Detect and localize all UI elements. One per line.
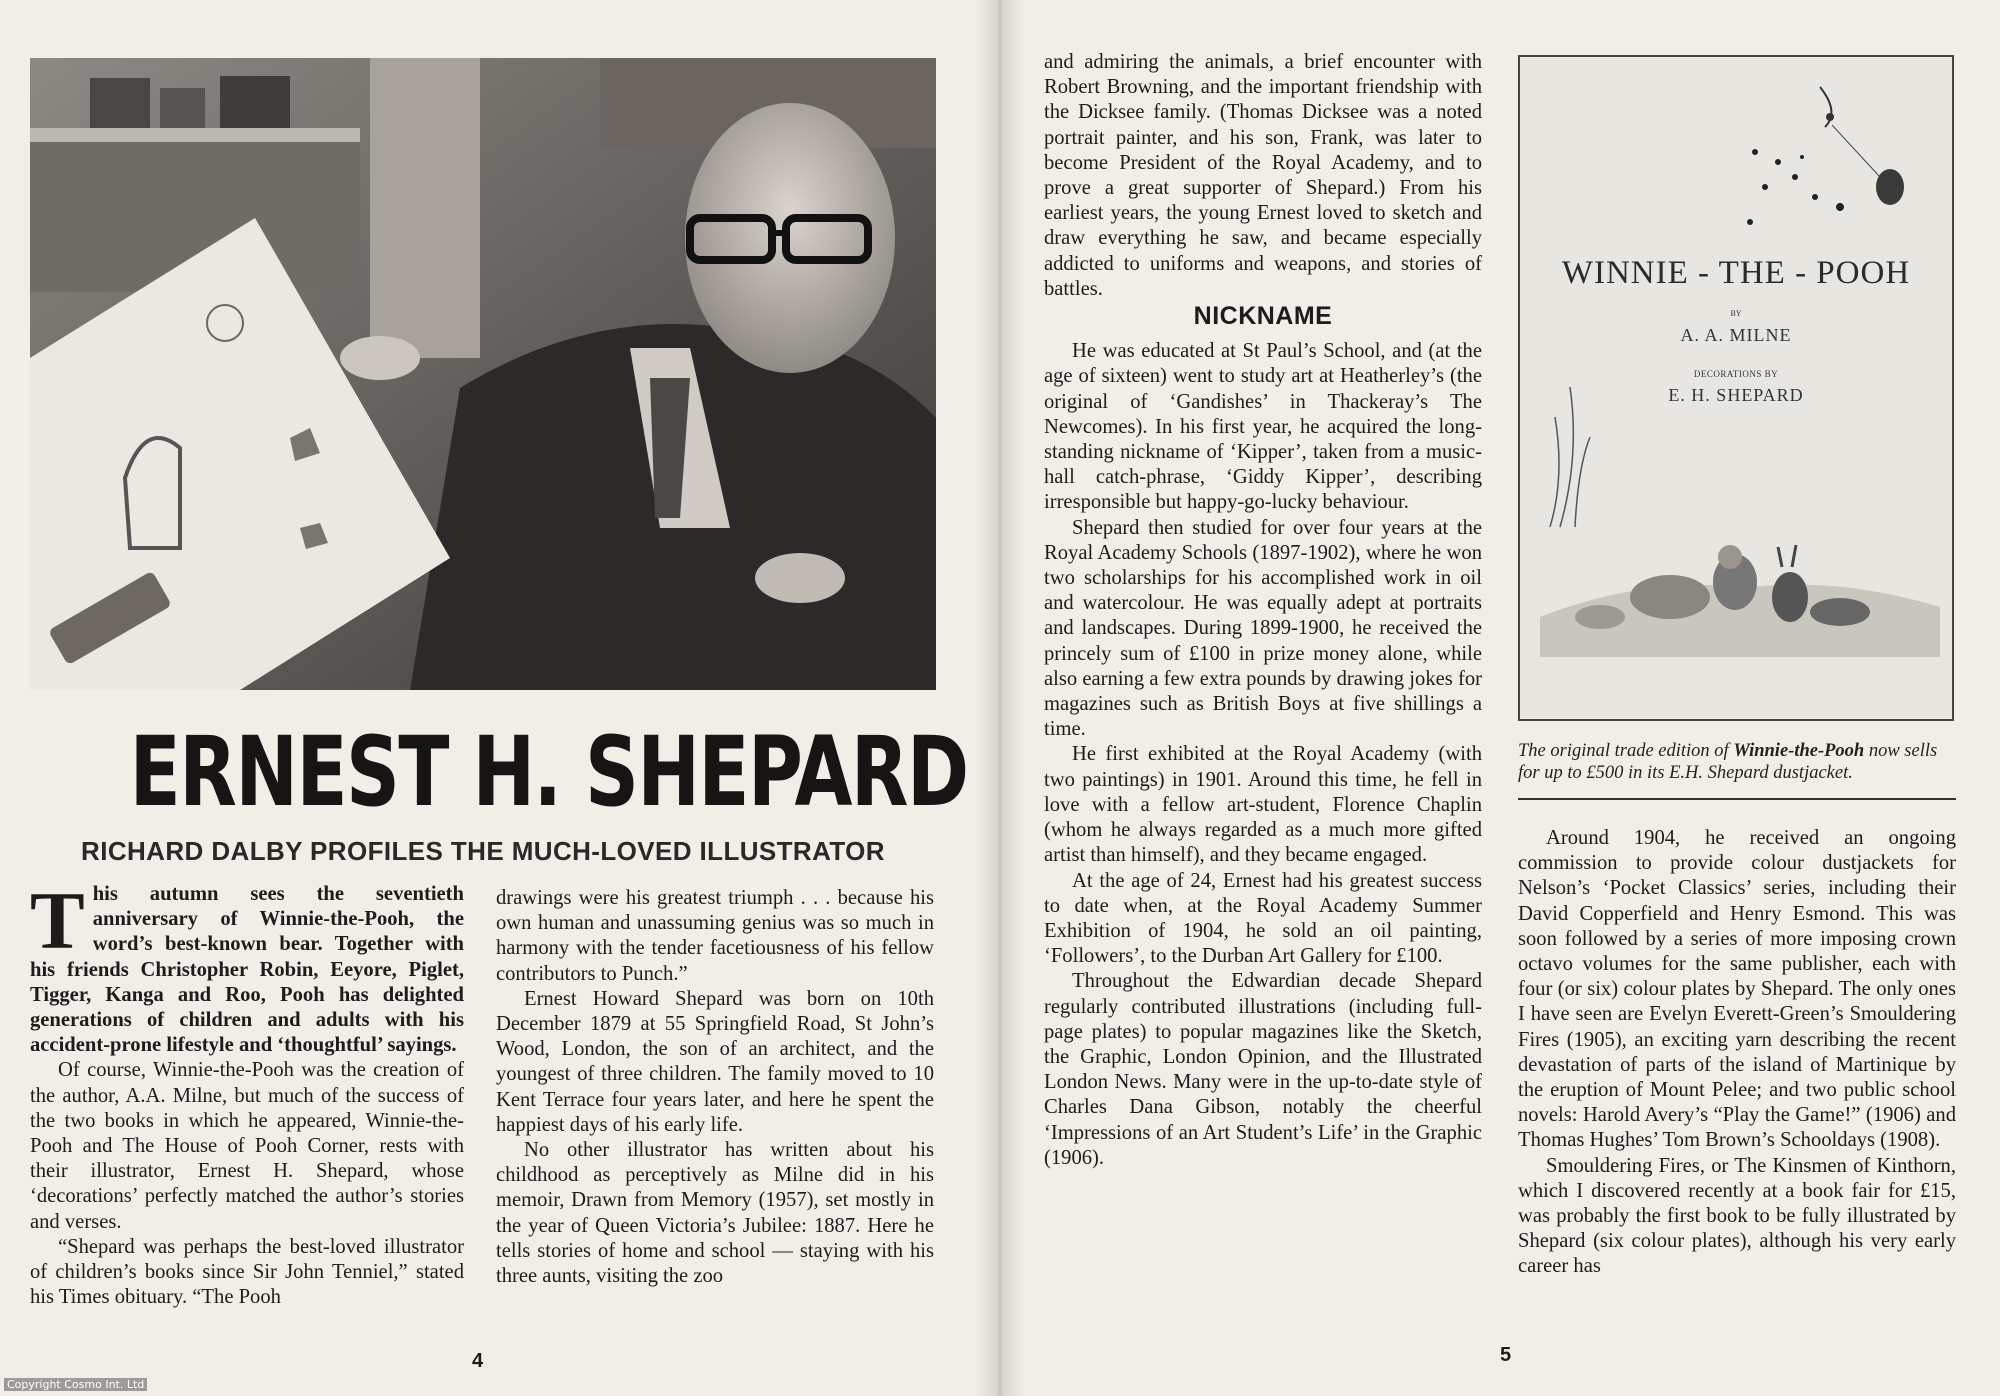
paragraph: Throughout the Edwardian decade Shepard regularly contributed illustrations (including full-page plates) to popular magazines like the Sketch, the Graphic, London Opinion, and the Illustrated London News. Many were in the up-to-date style of Charles Dana Gibson, notably the cheerful ‘Impressions of an Art Student’s Life’ in the Graphic (1906).: [1044, 970, 1482, 1169]
paragraph: Around 1904, he received an ongoing commission to provide colour dustjackets for Nelson’s ‘Pocket Classics’ series, including their David Copperfield and Henry Esmond. This was soon followed by a series of more imposing crown octavo volumes for the same publisher, each with four (or six) colour plates by Shepard. The only ones I have seen are Evelyn Everett-Green’s Smouldering Fires (1905), an exciting yarn describing the recent devastation of parts of the island of Martinique by the eruption of Mount Pelee; and two public school novels: Harold Avery’s “Play the Game!” (1906) and Thomas Hughes’ Tom Brown’s Schooldays (1908).: [1518, 827, 1956, 1152]
caption-rule: [1518, 798, 1956, 800]
book-cover-image: [1518, 55, 1954, 721]
paragraph: Of course, Winnie-the-Pooh was the creation of the author, A.A. Milne, but much of the success of the two books in which he appeared, Winnie-the-Pooh and The House of Pooh Corner, rests with their illustrator, Ernest H. Shepard, whose ‘decorations’ perfectly matched the author’s stories and verses.: [30, 1059, 464, 1233]
paragraph: Ernest Howard Shepard was born on 10th December 1879 at 55 Springfield Road, St John’s Wood, London, the son of an architect, and the youngest of three children. The family moved to 10 Kent Terrace four years later, and here he spent the happiest days of his early life.: [496, 987, 934, 1136]
caption-book-title: Winnie-the-Pooh: [1733, 741, 1865, 761]
article-strapline: RICHARD DALBY PROFILES THE MUCH-LOVED ILLUSTRATOR: [81, 836, 885, 866]
left-column-1: [30, 882, 464, 1362]
paragraph: “Shepard was perhaps the best-loved illustrator of children’s books since Sir John Tenniel,” stated his Times obituary. “The Pooh: [30, 1235, 464, 1309]
paragraph: drawings were his greatest triumph . . . because his own human and unassuming genius was so much in harmony with the tender facetiousness of his fellow contributors to Punch.”: [496, 887, 934, 985]
copyright-watermark: Copyright Cosmo Int. Ltd: [4, 1378, 147, 1391]
drop-cap: T: [30, 882, 85, 966]
portrait-photo: [30, 58, 936, 690]
paragraph: and admiring the animals, a brief encounter with Robert Browning, and the important friendship with the Dicksee family. (Thomas Dicksee was a noted portrait painter, and his son, Frank, was later to become President of the Royal Academy, and to prove a great supporter of Shepard.) From his earliest years, the young Ernest loved to sketch and draw everything he saw, and became especially addicted to uniforms and weapons, and stories of battles.: [1044, 51, 1482, 300]
right-column-1: [1044, 50, 1482, 1340]
page-number-left: 4: [472, 1350, 484, 1372]
cover-author: A. A. MILNE: [1680, 325, 1792, 345]
left-column-2: [496, 886, 934, 1346]
article-title: ERNEST H. SHEPARD: [129, 716, 968, 828]
paragraph: Smouldering Fires, or The Kinsmen of Kinthorn, which I discovered recently at a book fair for £15, was probably the first book to be fully illustrated by Shepard (six colour plates), although his very early career has: [1518, 1154, 1956, 1278]
cover-decorations-label: DECORATIONS BY: [1693, 369, 1779, 379]
image-caption: The original trade edition of Winnie-the-Pooh now sells for up to £500 in its E.H. Shepard dustjacket.: [1518, 741, 1938, 783]
page-number-right: 5: [1500, 1344, 1512, 1366]
paragraph: At the age of 24, Ernest had his greatest success to date when, at the Royal Academy Summer Exhibition of 1904, he sold an oil painting, ‘Followers’, to the Durban Art Gallery for £100.: [1044, 869, 1482, 968]
paragraph: He was educated at St Paul’s School, and (at the age of sixteen) went to study art at Heatherley’s (the original of ‘Gandishes’ in Thackeray’s The Newcomes). In his first year, he acquired the long-standing nickname of ‘Kipper’, taken from a music-hall catch-phrase, ‘Giddy Kipper’, describing irresponsible but happy-go-lucky behaviour.: [1044, 340, 1482, 514]
subheading-nickname: NICKNAME: [1193, 302, 1333, 331]
cover-title: WINNIE - THE - POOH: [1561, 255, 1911, 291]
right-column-2: [1518, 826, 1956, 1336]
lead-paragraph: This autumn sees the seventieth anniversary of Winnie-the-Pooh, the word’s best-known bear. Together with his friends Christopher Robin, Eeyore, Piglet, Tigger, Kanga and Roo, Pooh has delighted generations of children and adults with his accident-prone lifestyle and ‘thoughtful’ sayings.: [30, 882, 464, 1057]
cover-by-label: BY: [1730, 309, 1742, 318]
cover-illustrator: E. H. SHEPARD: [1668, 385, 1804, 405]
spine-shadow: [975, 0, 1025, 1396]
paragraph: Shepard then studied for over four years at the Royal Academy Schools (1897-1902), where he won two scholarships for his accomplished work in oil and watercolour. He was equally adept at portraits and landscapes. During 1899-1900, he received the princely sum of £100 in prize money alone, while also earning a few extra pounds by drawing jokes for magazines such as British Boys at five shillings a time.: [1044, 516, 1482, 741]
paragraph: He first exhibited at the Royal Academy (with two paintings) in 1901. Around this time, he fell in love with a fellow art-student, Florence Chaplin (whom he always regarded as a much more gifted artist than himself), and they became engaged.: [1044, 743, 1482, 867]
paragraph: No other illustrator has written about his childhood as perceptively as Milne did in his memoir, Drawn from Memory (1957), set mostly in the year of Queen Victoria’s Jubilee: 1887. Here he tells stories of home and school — staying with his three aunts, visiting the zoo: [496, 1139, 934, 1288]
